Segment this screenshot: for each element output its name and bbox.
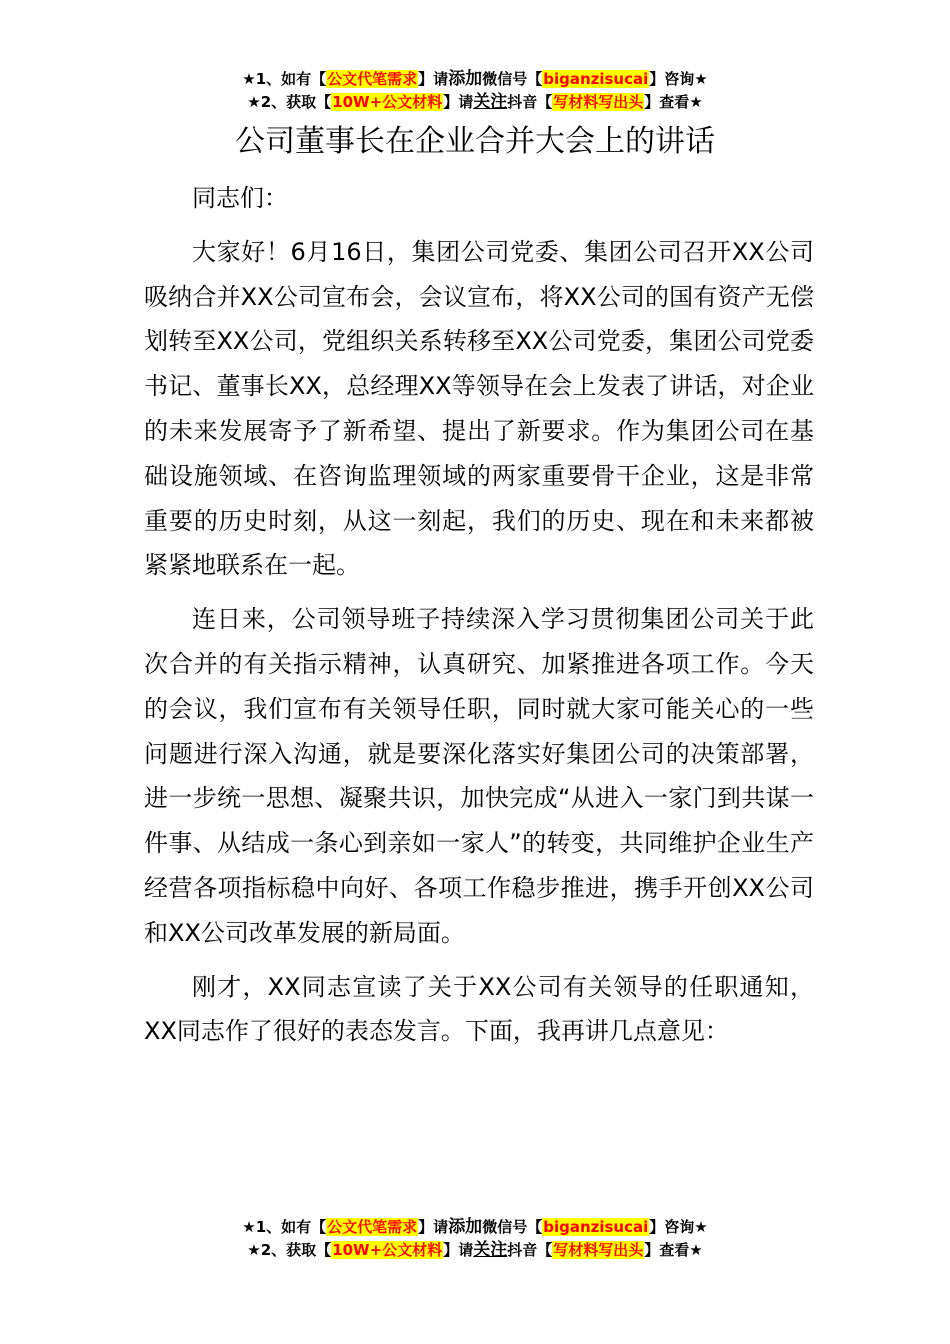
document-body [144, 176, 814, 1063]
highlight-materials: 10W+公文材料 [332, 93, 443, 111]
highlight-service: 公文代笔需求 [327, 70, 418, 88]
header-banner [0, 68, 950, 114]
salutation: 同志们： [192, 184, 288, 212]
star-icon: ★ [247, 93, 261, 111]
highlight-service: 公文代笔需求 [327, 1218, 418, 1236]
page-title: 公司董事长在企业合并大会上的讲话 [235, 124, 715, 159]
star-icon: ★ [242, 70, 256, 88]
paragraph: 连日来，公司领导班子持续深入学习贯彻集团公司关于此次合并的有关指示精神，认真研究、加紧推进各项工作。今天的会议，我们宣布有关领导任职，同时就大家可能关心的一些问题进行深入沟通，就是要深化落实好集团公司的决策部署，进一步统一思想、凝聚共识，加快完成“从进入一家门到共谋一件事、从结成一条心到亲如一家人”的转变，共同维护企业生产经营各项指标稳中向好、各项工作稳步推进，携手开创XX公司和XX公司改革发展的新局面。 [144, 605, 814, 947]
douyin-account: 写材料写出头 [553, 1241, 644, 1259]
wechat-id: biganzisucai [543, 1218, 649, 1236]
paragraph: 大家好！6月16日，集团公司党委、集团公司召开XX公司吸纳合并XX公司宣布会，会议宣布，将XX公司的国有资产无偿划转至XX公司，党组织关系转移至XX公司党委，集团公司党委书记、董事长XX，总经理XX等领导在会上发表了讲话，对企业的未来发展寄予了新希望、提出了新要求。作为集团公司在基础设施领域、在咨询监理领域的两家重要骨干企业，这是非常重要的历史时刻，从这一刻起，我们的历史、现在和未来都被紧紧地联系在一起。 [144, 237, 814, 580]
highlight-materials: 10W+公文材料 [332, 1241, 443, 1259]
paragraph: 刚才，XX同志宣读了关于XX公司有关领导的任职通知，XX同志作了很好的表态发言。下面，我再讲几点意见： [144, 972, 814, 1046]
star-icon: ★ [242, 1218, 256, 1236]
banner-line-2: ★2、获取【10W+公文材料】请关注抖音【写材料写出头】查看★ [247, 1240, 703, 1260]
douyin-account: 写材料写出头 [553, 93, 644, 111]
banner-line-2: ★2、获取【10W+公文材料】请关注抖音【写材料写出头】查看★ [247, 92, 703, 112]
footer-banner [0, 1216, 950, 1262]
star-icon: ★ [247, 1241, 261, 1259]
wechat-id: biganzisucai [543, 70, 649, 88]
banner-line-1: ★1、如有【公文代笔需求】请添加微信号【biganzisucai】咨询★ [242, 69, 708, 89]
banner-line-1: ★1、如有【公文代笔需求】请添加微信号【biganzisucai】咨询★ [242, 1217, 708, 1237]
